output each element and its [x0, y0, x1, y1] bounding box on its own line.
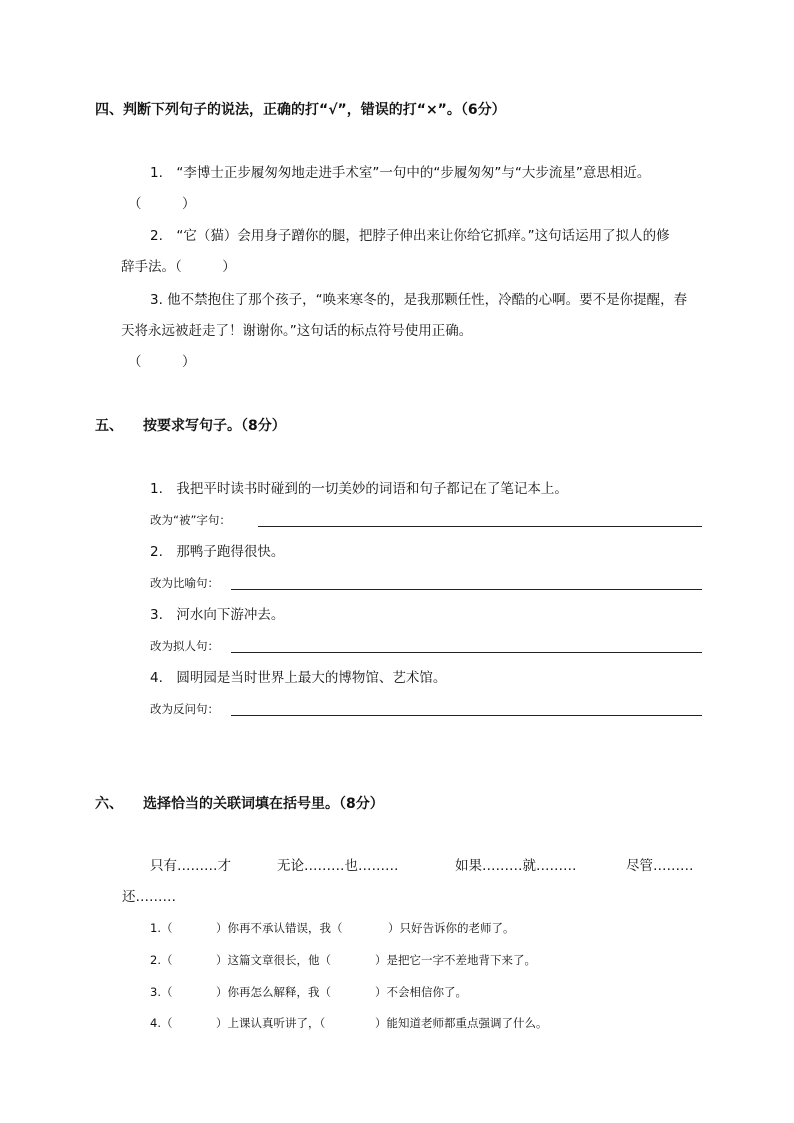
s5-item-3-answer-line[interactable] [231, 652, 702, 653]
s5-item-3-prompt: 改为拟人句： [150, 639, 219, 653]
s4-item-3-text: 3. 他不禁抱住了那个孩子，“唤来寒冬的，是我那颗任性，冷酷的心啊。要不是你提醒，春 [150, 292, 688, 308]
s6-item-4-c: ）能知道老师都重点强调了什么。 [375, 1016, 548, 1030]
s4-item-3-text-cont: 天将永远被赶走了！谢谢你。”这句话的标点符号使用正确。 [121, 323, 473, 339]
s6-option-1: 只有………才 [150, 858, 231, 874]
s6-item-1-c: ）只好告诉你的老师了。 [388, 921, 515, 935]
s6-item-2-a: 2.（ [150, 953, 173, 967]
section-6-number: 六、 [95, 796, 123, 812]
s5-item-2-sentence: 2. 那鸭子跑得很快。 [150, 544, 285, 560]
s5-item-2-answer-line[interactable] [231, 589, 702, 590]
s6-item-2-b: ）这篇文章很长，他（ [216, 953, 331, 967]
s5-item-1-answer-line[interactable] [258, 526, 702, 527]
s6-option-2: 无论………也……… [277, 858, 399, 874]
s6-option-4: 尽管……… [626, 858, 694, 874]
s6-option-3: 如果………就……… [455, 858, 577, 874]
s4-item-3-answer: （ ） [128, 354, 196, 370]
s4-item-2-text-cont: 辞手法。（ ） [121, 259, 236, 275]
s4-item-1-answer: （ ） [128, 196, 196, 212]
section-5-number: 五、 [95, 418, 123, 434]
s6-item-1-a: 1.（ [150, 921, 173, 935]
s5-item-3-sentence: 3. 河水向下游冲去。 [150, 607, 285, 623]
s6-item-3-b: ）你再怎么解释，我（ [216, 985, 331, 999]
s6-option-4-cont: 还……… [122, 889, 176, 905]
s5-item-2-prompt: 改为比喻句： [150, 576, 219, 590]
s6-item-4-a: 4.（ [150, 1016, 173, 1030]
s6-item-4-b: ）上课认真听讲了，（ [216, 1016, 326, 1030]
s5-item-4-prompt: 改为反问句： [150, 702, 219, 716]
section-4-title: 四、判断下列句子的说法，正确的打“√”，错误的打“×”。（6分） [95, 102, 506, 118]
section-6-title: 选择恰当的关联词填在括号里。（8分） [143, 796, 384, 812]
s6-item-3-c: ）不会相信你了。 [375, 985, 467, 999]
section-5-title: 按要求写句子。（8分） [143, 418, 286, 434]
s6-item-2-c: ）是把它一字不差地背下来了。 [375, 953, 536, 967]
s5-item-1-sentence: 1. 我把平时读书时碰到的一切美妙的词语和句子都记在了笔记本上。 [150, 481, 568, 497]
s6-item-3-a: 3.（ [150, 985, 173, 999]
s4-item-1-text: 1. “李博士正步履匆匆地走进手术室”一句中的“步履匆匆”与“大步流星”意思相近。 [150, 165, 651, 181]
s5-item-1-prompt: 改为“被”字句： [150, 513, 231, 527]
s5-item-4-answer-line[interactable] [231, 715, 702, 716]
s4-item-2-text: 2. “它（猫）会用身子蹭你的腿，把脖子伸出来让你给它抓痒。”这句话运用了拟人的修 [150, 228, 670, 244]
s6-item-1-b: ）你再不承认错误，我（ [216, 921, 343, 935]
s5-item-4-sentence: 4. 圆明园是当时世界上最大的博物馆、艺术馆。 [150, 670, 447, 686]
